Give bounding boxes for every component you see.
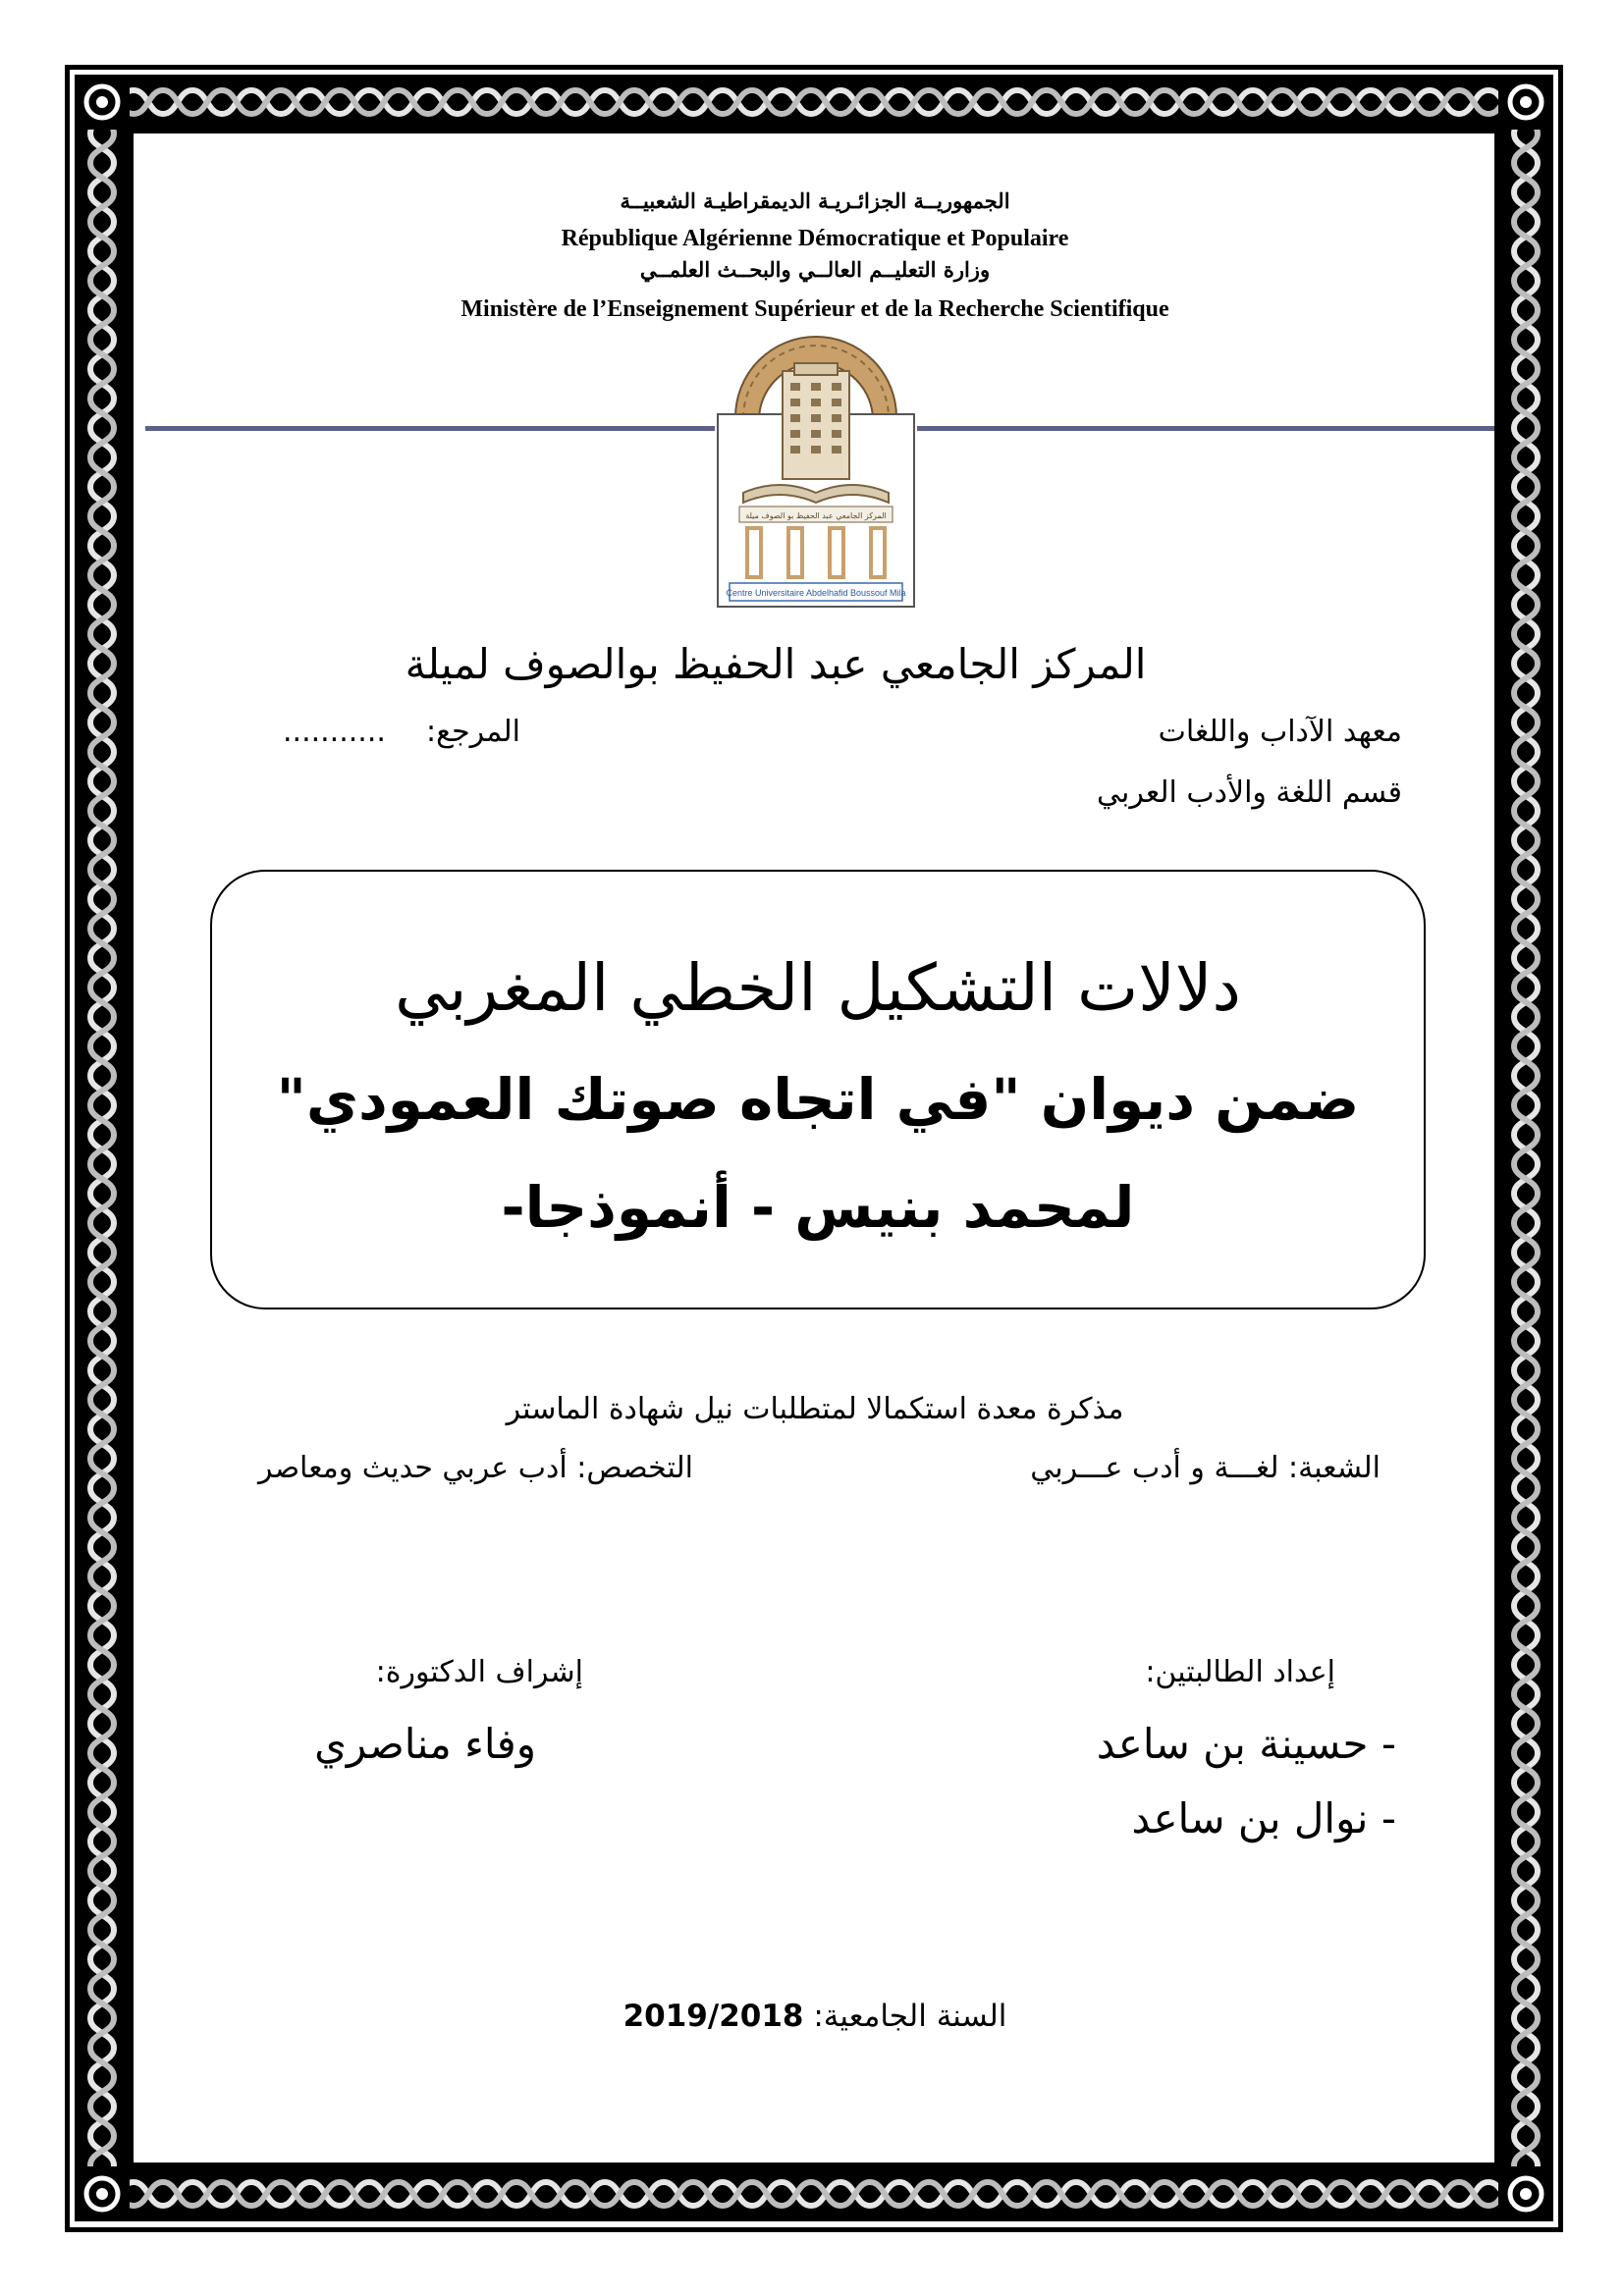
logo-emblem-text: المركز الجامعي عبد الحفيظ بو الصوف ميلة xyxy=(745,511,887,520)
academic-year-label: السنة الجامعية: xyxy=(813,1999,1007,2034)
frame-band-top xyxy=(75,75,1553,130)
university-center-name: المركز الجامعي عبد الحفيظ بوالصوف لميلة xyxy=(405,640,1147,688)
reference-label: المرجع: xyxy=(426,715,520,749)
corner-ornament-icon xyxy=(1498,2166,1553,2221)
thesis-title-line1: دلالات التشكيل الخطي المغربي xyxy=(395,950,1241,1026)
thesis-title-line3: لمحمد بنيس - أنموذجا- xyxy=(501,1174,1135,1241)
republic-name-arabic: الجمهوريــة الجزائـريـة الديمقراطيـة الشعبيــة xyxy=(620,188,1010,213)
student-name-2: - نوال بن ساعد xyxy=(1131,1794,1396,1842)
prepared-by-label: إعداد الطالبتين: xyxy=(1145,1655,1335,1689)
academic-year xyxy=(471,1999,1159,2034)
university-logo xyxy=(714,324,918,609)
corner-ornament-icon xyxy=(75,75,130,130)
corner-ornament-icon xyxy=(1498,75,1553,130)
thesis-title-line2: ضمن ديوان "في اتجاه صوتك العمودي" xyxy=(276,1066,1360,1133)
republic-name-french: République Algérienne Démocratique et Populaire xyxy=(561,226,1069,251)
academic-year-value: 2019/2018 xyxy=(623,1999,804,2034)
ministry-name-arabic: وزارة التعليــم العالــي والبحــث العلمــي xyxy=(639,257,991,282)
student-name-1: - حسينة بن ساعد xyxy=(1096,1720,1396,1768)
frame-band-bottom xyxy=(75,2166,1553,2221)
reference-value: ........... xyxy=(283,715,386,749)
corner-ornament-icon xyxy=(75,2166,130,2221)
memo-description: مذكرة معدة استكمالا لمتطلبات نيل شهادة الماستر xyxy=(506,1392,1124,1426)
ministry-name-french: Ministère de l’Enseignement Supérieur et de la Recherche Scientifique xyxy=(460,296,1169,322)
specialty-field: التخصص: أدب عربي حديث ومعاصر xyxy=(258,1451,693,1485)
department-name: قسم اللغة والأدب العربي xyxy=(1096,775,1402,810)
frame-band-right xyxy=(1498,75,1553,2221)
header-rule-right xyxy=(917,426,1494,431)
branch-field: الشعبة: لغـــة و أدب عـــربي xyxy=(1030,1451,1380,1485)
supervisor-label: إشراف الدكتورة: xyxy=(375,1655,583,1689)
frame-band-left xyxy=(75,75,130,2221)
supervisor-name: وفاء مناصري xyxy=(314,1720,536,1768)
institute-name: معهد الآداب واللغات xyxy=(1158,715,1402,749)
logo-caption: Centre Universitaire Abdelhafid Boussouf Mila xyxy=(726,588,906,598)
header-rule-left xyxy=(145,426,715,431)
